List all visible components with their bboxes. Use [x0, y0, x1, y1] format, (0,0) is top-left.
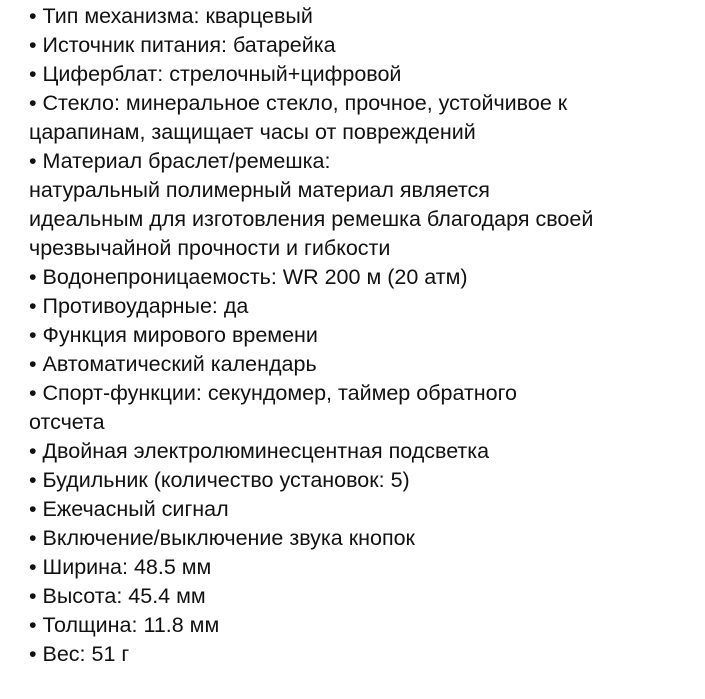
spec-item-dial [29, 60, 699, 89]
spec-line: • Источник питания: батарейка [29, 33, 336, 57]
spec-item-hourly-signal [29, 495, 699, 524]
spec-line: • Материал браслет/ремешка: [29, 149, 331, 173]
spec-line: • Тип механизма: кварцевый [29, 4, 313, 28]
spec-line: царапинам, защищает часы от повреждений [29, 120, 476, 144]
spec-line: идеальным для изготовления ремешка благодаря своей [29, 207, 594, 231]
spec-list [29, 2, 699, 669]
spec-line: • Ежечасный сигнал [29, 497, 229, 521]
spec-item-mechanism [29, 2, 699, 31]
spec-item-world-time [29, 321, 699, 350]
spec-line: • Спорт-функции: секундомер, таймер обратного [29, 381, 517, 405]
spec-item-glass [29, 89, 699, 147]
spec-item-power-source [29, 31, 699, 60]
spec-line: • Функция мирового времени [29, 323, 318, 347]
spec-item-strap-material [29, 147, 699, 263]
spec-item-sport-functions [29, 379, 699, 437]
spec-line: • Толщина: 11.8 мм [29, 613, 220, 637]
spec-line: • Двойная электролюминесцентная подсветка [29, 439, 490, 463]
spec-item-water-resistance [29, 263, 699, 292]
spec-item-shock-resistance [29, 292, 699, 321]
spec-item-height [29, 582, 699, 611]
spec-line: • Водонепроницаемость: WR 200 м (20 атм) [29, 265, 468, 289]
spec-item-width [29, 553, 699, 582]
spec-line: отсчета [29, 410, 105, 434]
spec-line: • Противоударные: да [29, 294, 249, 318]
spec-item-calendar [29, 350, 699, 379]
spec-line: • Циферблат: стрелочный+цифровой [29, 62, 402, 86]
spec-line: • Будильник (количество установок: 5) [29, 468, 410, 492]
spec-line: • Включение/выключение звука кнопок [29, 526, 415, 550]
spec-item-backlight [29, 437, 699, 466]
spec-line: • Автоматический календарь [29, 352, 317, 376]
spec-line: натуральный полимерный материал является [29, 178, 490, 202]
spec-line: • Ширина: 48.5 мм [29, 555, 212, 579]
spec-line: • Вес: 51 г [29, 642, 130, 666]
spec-line: • Стекло: минеральное стекло, прочное, устойчивое к [29, 91, 568, 115]
spec-item-alarm [29, 466, 699, 495]
spec-item-thickness [29, 611, 699, 640]
spec-line: • Высота: 45.4 мм [29, 584, 206, 608]
spec-item-weight [29, 640, 699, 669]
spec-line: чрезвычайной прочности и гибкости [29, 236, 391, 260]
spec-item-button-sound [29, 524, 699, 553]
